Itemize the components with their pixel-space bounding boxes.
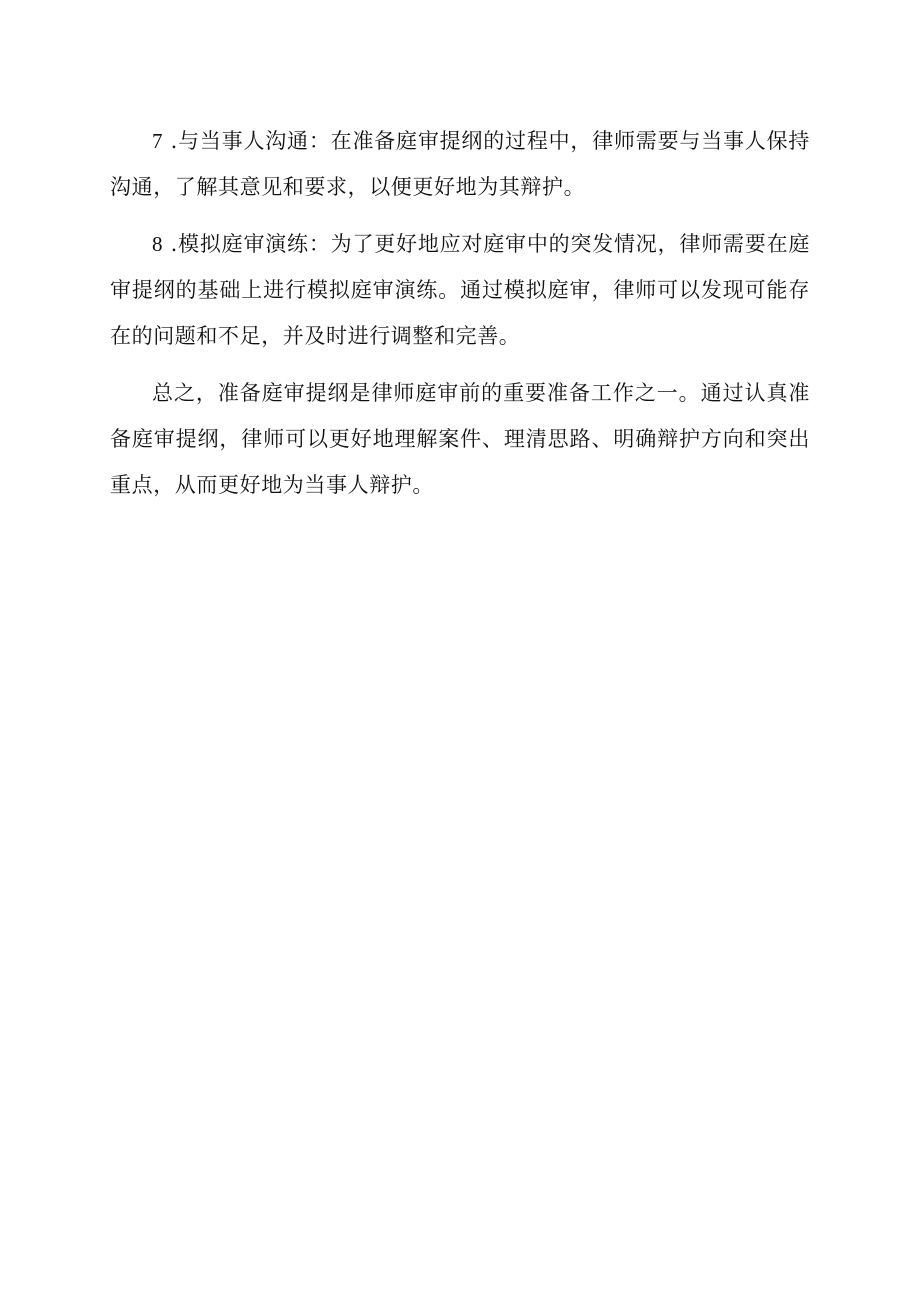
summary-paragraph bbox=[110, 370, 810, 508]
paragraph-text: 总之，准备庭审提纲是律师庭审前的重要准备工作之一。通过认真准备庭审提纲，律师可以更好地理解案件、理清思路、明确辩护方向和突出重点，从而更好地为当事人辩护。 bbox=[110, 381, 810, 497]
paragraph-item-7 bbox=[110, 118, 810, 210]
paragraph-text: .与当事人沟通：在准备庭审提纲的过程中，律师需要与当事人保持沟通，了解其意见和要求，以便更好地为其辩护。 bbox=[110, 129, 810, 199]
paragraph-text: .模拟庭审演练：为了更好地应对庭审中的突发情况，律师需要在庭审提纲的基础上进行模拟庭审演练。通过模拟庭审，律师可以发现可能存在的问题和不足，并及时进行调整和完善。 bbox=[110, 232, 810, 348]
paragraph-number: 8 bbox=[152, 232, 164, 256]
paragraph-number: 7 bbox=[152, 129, 164, 153]
paragraph-item-8 bbox=[110, 221, 810, 359]
document-body bbox=[110, 118, 810, 519]
